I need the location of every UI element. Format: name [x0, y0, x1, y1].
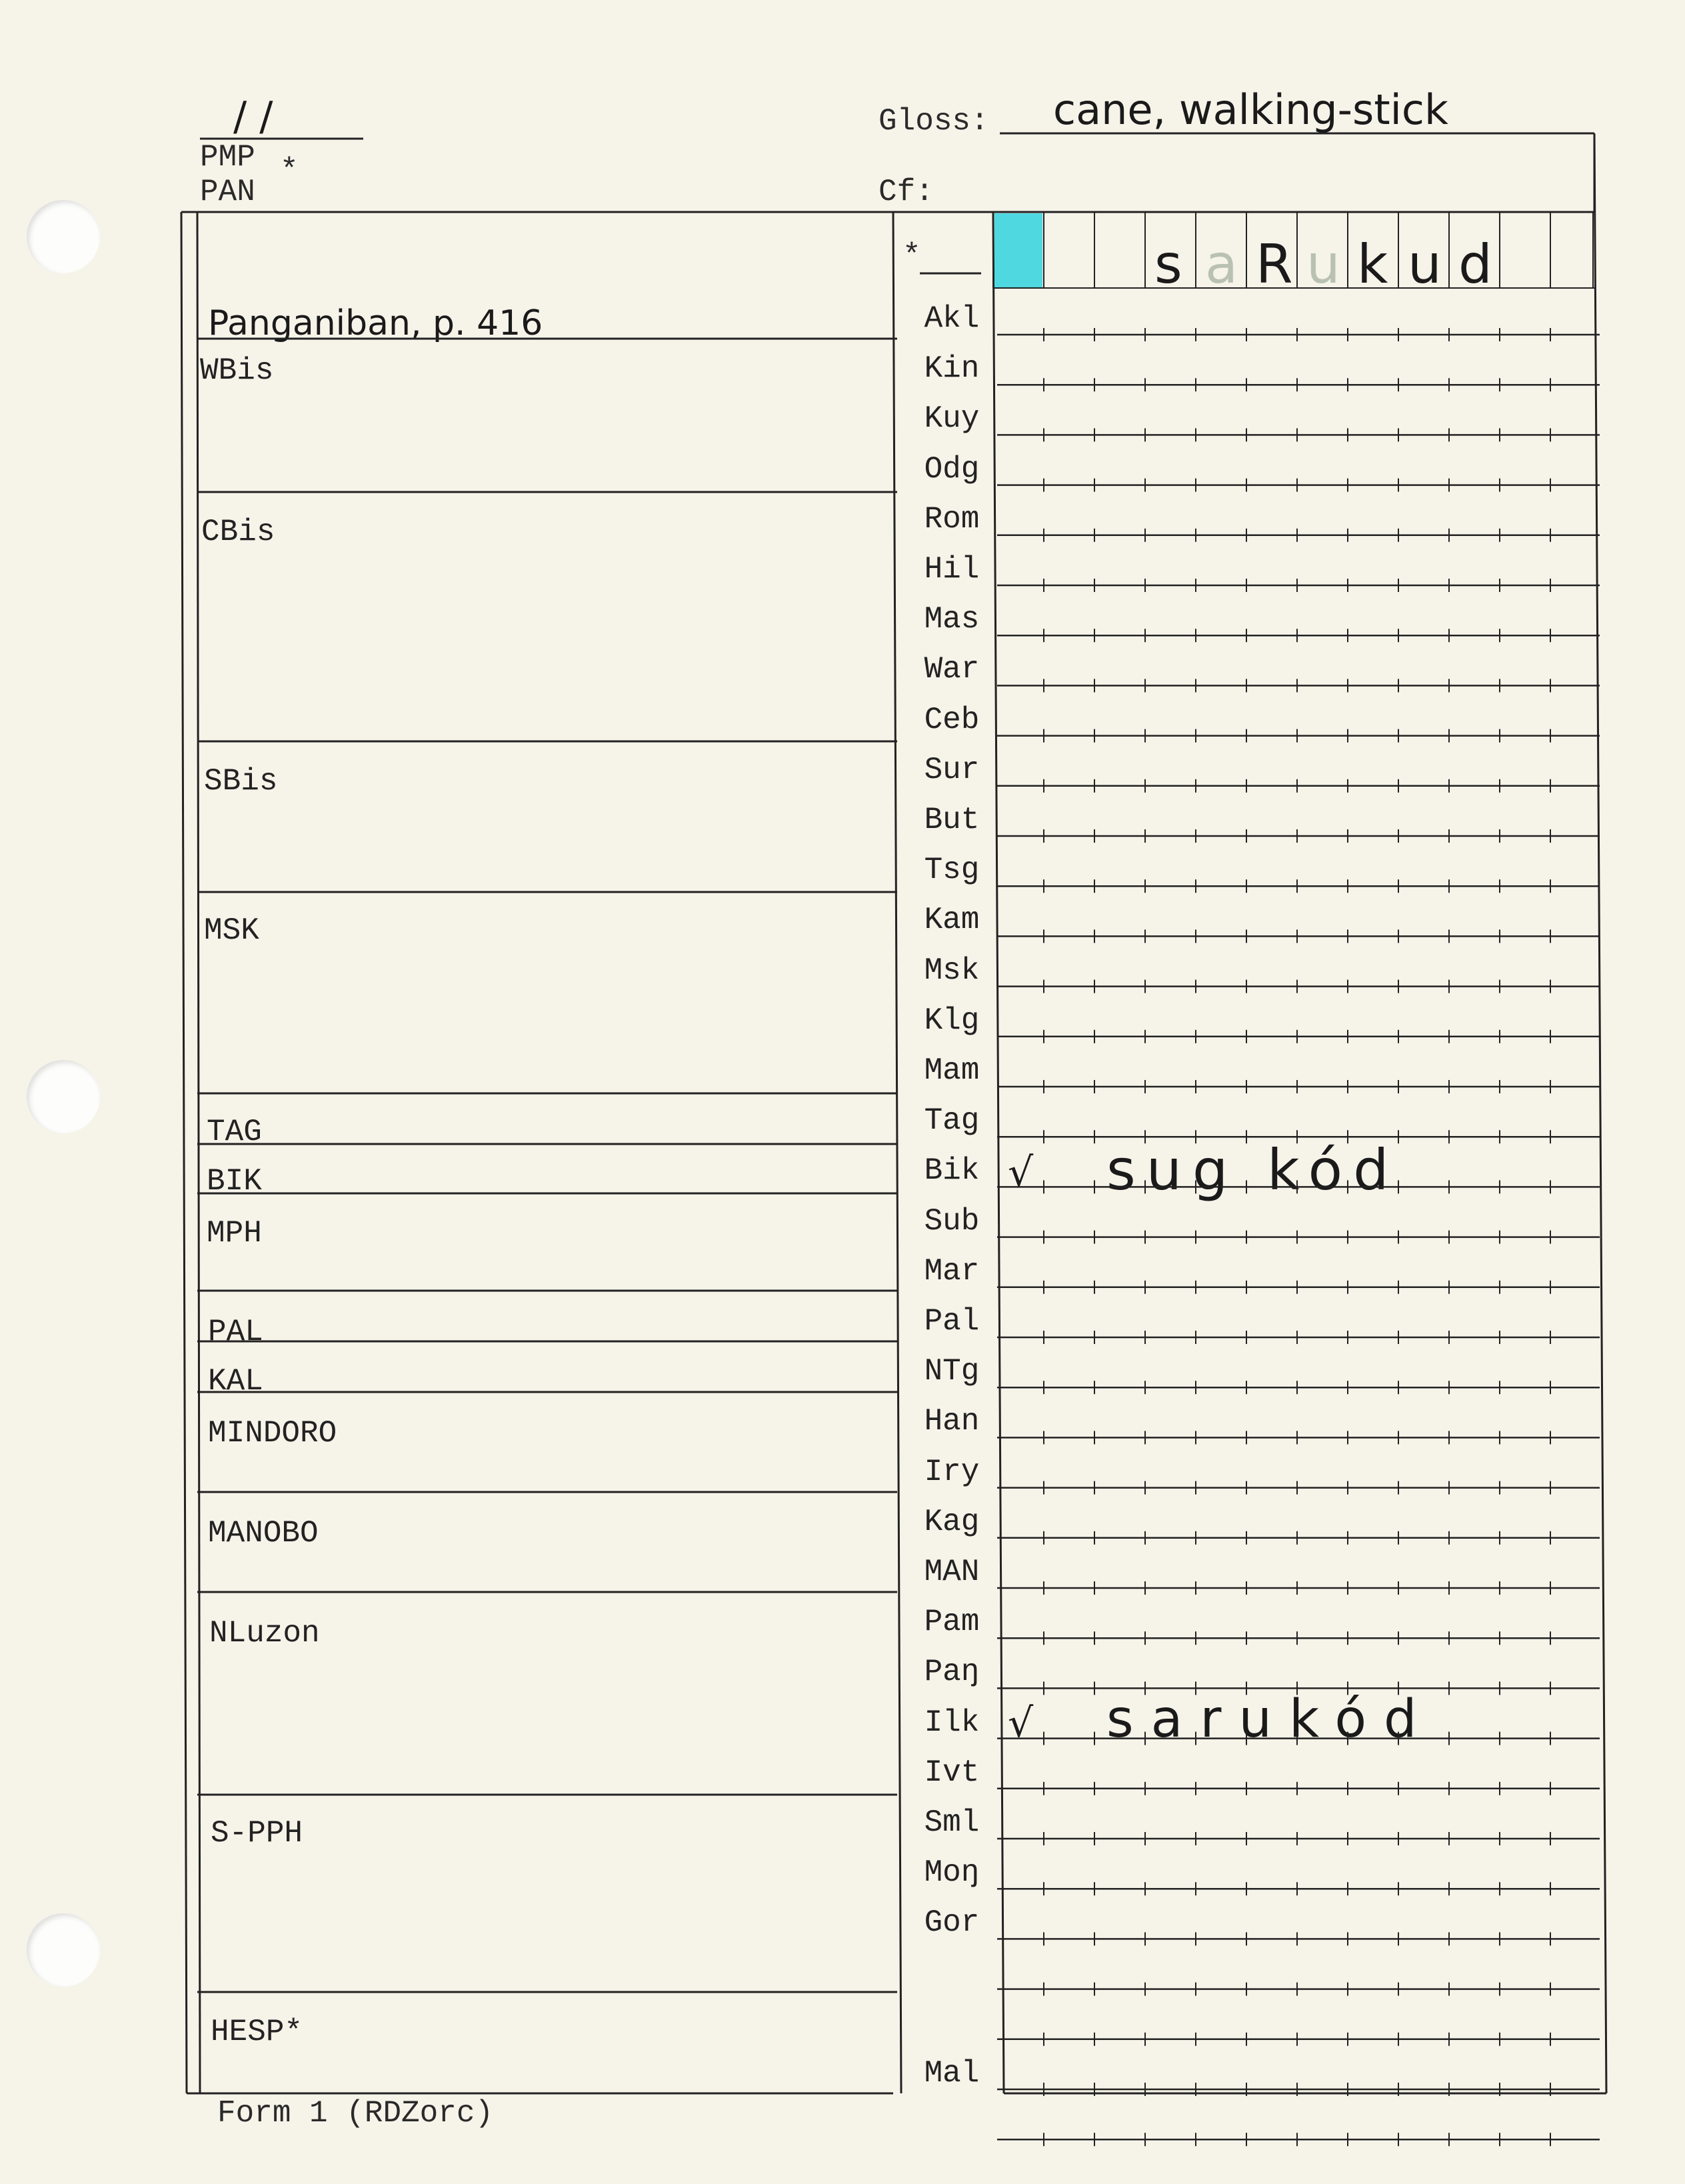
- section-nluzon: NLuzon: [209, 1616, 320, 1651]
- language-label: Pal: [924, 1304, 980, 1339]
- section-msk: MSK: [204, 913, 259, 948]
- pmp-star: *: [280, 153, 299, 188]
- section-cbis: CBis: [201, 515, 275, 549]
- language-label: Msk: [924, 953, 980, 988]
- language-column-divider: [993, 212, 1004, 2093]
- ilk-check: √: [1008, 1700, 1034, 1747]
- reconstruction-letter: u: [1306, 233, 1340, 295]
- language-label: Iry: [924, 1454, 980, 1489]
- language-label: Kam: [924, 903, 980, 938]
- bik-form: sug kód: [1106, 1137, 1400, 1203]
- language-label: Mam: [924, 1053, 980, 1088]
- section-mph: MPH: [207, 1216, 262, 1251]
- language-label: Rom: [924, 501, 980, 537]
- ilk-form: sarukód: [1106, 1689, 1434, 1749]
- language-label: Tag: [924, 1103, 980, 1139]
- language-label: Ceb: [924, 702, 980, 737]
- gloss-value: cane, walking-stick: [1053, 85, 1448, 134]
- section-wbis: WBis: [200, 353, 274, 388]
- language-label: Kin: [924, 351, 980, 387]
- language-label: Moŋ: [924, 1855, 980, 1891]
- section-hesp: HESP*: [211, 2015, 303, 2049]
- reconstruction-letter: a: [1205, 233, 1238, 295]
- cf-label: Cf:: [878, 175, 934, 209]
- language-label: Mar: [924, 1253, 980, 1289]
- language-label: But: [924, 803, 980, 837]
- form-footer: Form 1 (RDZorc): [217, 2096, 494, 2131]
- reconstruction-letter: s: [1154, 233, 1182, 295]
- language-label: Odg: [924, 451, 980, 487]
- language-label: Han: [924, 1404, 980, 1439]
- pan-label: PAN: [200, 175, 255, 209]
- language-label: Kuy: [924, 401, 980, 437]
- form-right-border: [1594, 133, 1606, 2093]
- language-label: War: [924, 652, 980, 687]
- language-label: Pam: [924, 1605, 980, 1640]
- language-label: Akl: [924, 301, 980, 336]
- language-label: MAN: [924, 1555, 980, 1589]
- section-bik: BIK: [207, 1164, 262, 1199]
- section-mindoro: MINDORO: [208, 1416, 337, 1451]
- section-manobo: MANOBO: [208, 1516, 319, 1551]
- left-panel-divider: [893, 212, 901, 2093]
- gloss-label: Gloss:: [878, 104, 989, 139]
- bik-check: √: [1008, 1149, 1034, 1196]
- reconstruction-letter: R: [1256, 233, 1293, 295]
- language-label: Sur: [924, 752, 980, 787]
- form-left-inner-border: [197, 212, 200, 2093]
- language-label: Gor: [924, 1905, 980, 1941]
- language-label: Mal: [924, 2056, 980, 2091]
- language-label: Tsg: [924, 853, 980, 888]
- language-label: Hil: [924, 552, 980, 587]
- reconstruction-highlight-cell: [994, 213, 1042, 288]
- section-pal: PAL: [208, 1315, 263, 1349]
- language-label: Paŋ: [924, 1655, 980, 1690]
- reconstruction-letter: k: [1357, 233, 1388, 295]
- reconstruction-letter: d: [1458, 233, 1492, 295]
- language-label: Sml: [924, 1805, 980, 1840]
- language-label: Ilk: [924, 1705, 980, 1740]
- section-kal: KAL: [208, 1364, 263, 1399]
- language-label: Kag: [924, 1504, 980, 1539]
- section-s-pph: S-PPH: [211, 1816, 303, 1851]
- source-note: Panganiban, p. 416: [208, 303, 543, 343]
- section-tag: TAG: [207, 1115, 262, 1149]
- language-label: Klg: [924, 1003, 980, 1038]
- reconstruction-star: *: [902, 239, 921, 273]
- pmp-label: PMP: [200, 140, 255, 175]
- language-label: Mas: [924, 602, 980, 637]
- language-label: Ivt: [924, 1755, 980, 1790]
- form-left-border: [181, 212, 187, 2093]
- language-label: Bik: [924, 1153, 980, 1189]
- language-label: Sub: [924, 1203, 980, 1239]
- language-label: NTg: [924, 1354, 980, 1389]
- reconstruction-letter: u: [1408, 233, 1442, 295]
- slashes: / /: [233, 93, 273, 140]
- section-sbis: SBis: [204, 764, 278, 799]
